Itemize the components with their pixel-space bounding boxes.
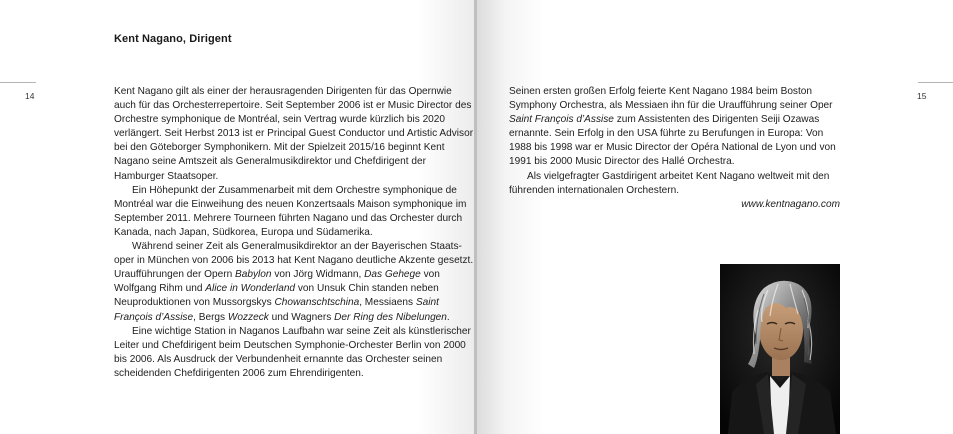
- paragraph-2: Ein Höhepunkt der Zusammenarbeit mit dem Orchestre symphonique de Montréal war die Einweihung des neuen Konzertsaals Maison symphonique im September 2011. Mehrere Tourneen führten Nagano und das Orchester durch Kanada, nach Japan, Südkorea, Europa und Südamerika.: [114, 184, 467, 238]
- text-run: und Wagners: [268, 311, 335, 323]
- text-run: , Bergs: [193, 311, 228, 323]
- right-margin-rule: [918, 82, 953, 83]
- text-run: , Messiaens: [359, 297, 416, 309]
- opera-title-das-gehege: Das Gehege: [364, 269, 421, 281]
- opera-title-wozzeck: Wozzeck: [227, 311, 269, 323]
- paragraph-6: Als vielgefragter Gastdirigent arbeitet Kent Nagano weltweit mit den führenden internationalen Orchestern.: [509, 170, 830, 196]
- text-run: von Jörg Widmann,: [271, 269, 365, 281]
- left-text-column: [114, 85, 474, 381]
- website-link[interactable]: www.kentnagano.com: [741, 199, 840, 210]
- opera-title-ring: Der Ring des Nibelungen: [334, 311, 447, 323]
- text-run: Während seiner Zeit als Generalmusikdirektor an der Bayerischen Staatsoper in München von 2006 bis 2013 hat Kent Nagano deutliche Akzente gesetzt. Uraufführungen der Opern: [114, 241, 474, 281]
- paragraph-1: Kent Nagano gilt als einer der herausragenden Dirigenten für das Opernwie auch für das Orchesterrepertoire. Seit September 2006 ist er Music Director des Orchestre symphonique de Montréal, sein Vertrag wurde kürzlich bis 2020 verlängert. Seit Herbst 2013 ist er Principal Guest Conductor und Artistic Advisor bei den Göteborger Symphonikern. Mit der Spielzeit 2015/16 beginnt Kent Nagano seine Amtszeit als Generalmusikdirektor und Chefdirigent der Hamburger Staatsoper.: [114, 86, 474, 182]
- page-number-right: 15: [917, 91, 927, 101]
- text-run: .: [446, 311, 450, 323]
- section-heading: Kent Nagano, Dirigent: [114, 33, 232, 45]
- right-text-column: [509, 85, 844, 198]
- page-number-left: 14: [25, 91, 35, 101]
- right-page: [477, 0, 953, 434]
- text-run: zum Assistenten des Dirigenten Seiji Ozawas ernannte. Sein Erfolg in den USA führte zu Berufungen in Europa: Von 1988 bis 1998 war er Music Director der Opéra National de Lyon und von 1991 bis 2000 Music Director des Hallé Orchestra.: [509, 114, 836, 168]
- opera-title-saint-francois-2: Saint François d’Assise: [509, 114, 614, 126]
- opera-title-babylon: Babylon: [235, 269, 272, 281]
- paragraph-4: Eine wichtige Station in Naganos Laufbahn war seine Zeit als künstlerischer Leiter und Chefdirigent beim Deutschen Symphonie-Orchester Berlin von 2000 bis 2006. Als Ausdruck der Verbundenheit ernannte das Orchester seinen scheidenden Chefdirigenten 2006 zum Ehrendirigenten.: [114, 325, 471, 379]
- opera-title-alice: Alice in Wonderland: [205, 283, 296, 295]
- text-run: von Unsuk Chin standen neben Neuproduktionen von Mussorgskys: [114, 283, 439, 309]
- paragraph-3: [114, 240, 474, 325]
- paragraph-5: [509, 85, 844, 170]
- text-run: von Wolfgang Rihm und: [114, 269, 440, 295]
- left-margin-rule: [0, 82, 36, 83]
- text-run: Seinen ersten großen Erfolg feierte Kent Nagano 1984 beim Boston Symphony Orchestra, als Messiaen ihn für die Uraufführung seiner Oper: [509, 86, 833, 112]
- portrait-photo: [720, 264, 840, 434]
- opera-title-chowanschtschina: Chowanschtschina: [274, 297, 360, 309]
- portrait-illustration: [720, 264, 840, 434]
- opera-title-saint-francois: Saint François d’Assise: [114, 297, 439, 323]
